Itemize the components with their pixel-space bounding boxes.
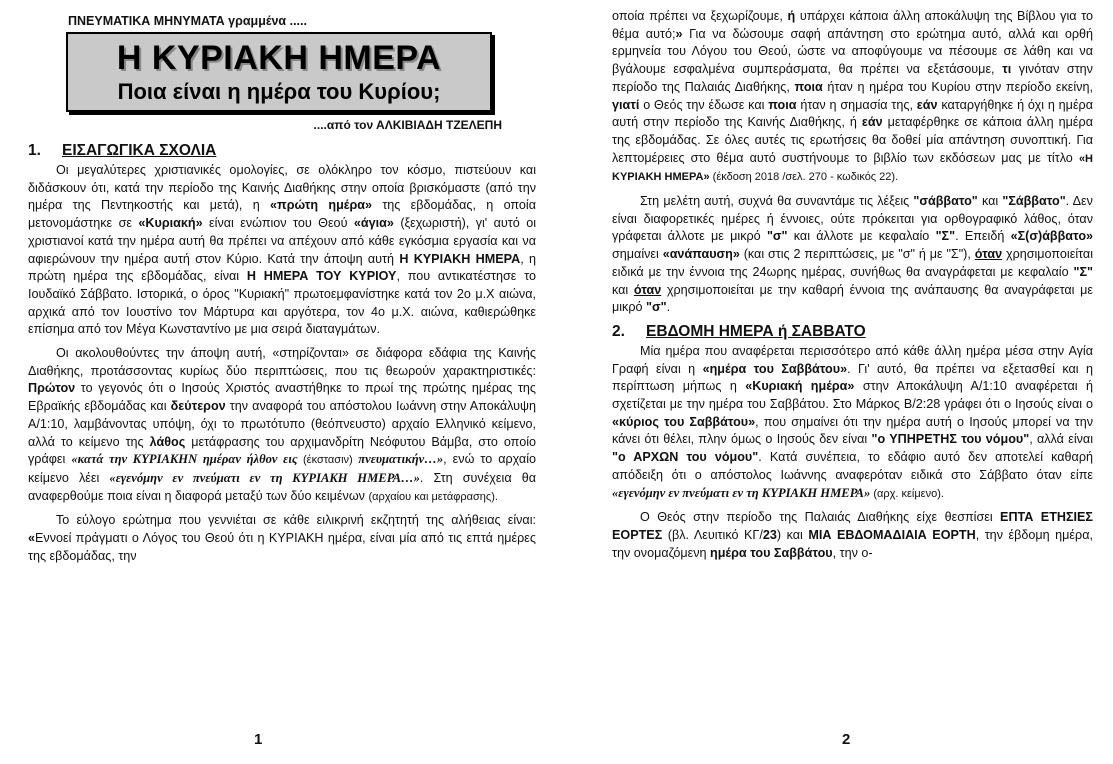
section-number: 1.	[28, 142, 41, 159]
paragraph: Στη μελέτη αυτή, συχνά θα συναντάμε τις λέξεις "σάββατο" και "Σάββατο". Δεν είναι διαφορετικές ημέρες ή έννοιες, ούτε πρόκειται για ορθογραφικό λάθος, όταν γράφεται άλλοτε με μικρό "σ" και άλλοτε με κεφαλαίο "Σ". Επειδή «Σ(σ)άββατο» σημαίνει «ανάπαυση» (και στις 2 περιπτώσεις, με "σ" ή με "Σ"), όταν χρησιμοποιείται ειδικά με την έννοια της 24ωρης ημέρας, συνήθως θα αναγράφεται με κεφαλαίο "Σ" και όταν χρησιμοποιείται με την καθαρή έννοια της ανάπαυσης θα αναγράφεται με μικρό "σ".	[612, 194, 1094, 315]
paragraph: Μία ημέρα που αναφέρεται περισσότερο από κάθε άλλη ημέρα μέσα στην Αγία Γραφή είναι η «ημέρα του Σαββάτου». Γι' αυτό, θα πρέπει να εξετασθεί και η περίπτωση μήπως η «Κυριακή ημέρα» στην Αποκάλυψη Α/1:10 αναφέρεται ή σχετίζεται με την ημέρα του Σαββάτου. Στο Μάρκος Β/2:28 γράφει ότι ο Ιησούς είναι ο «κύριος του Σαββάτου», που σημαίνει ότι την ημέρα αυτή ο Ιησούς μπορεί να την κάνει ότι θέλει, πλην όμως ο Ιησούς δεν είναι "ο ΥΠΗΡΕΤΗΣ του νόμου", αλλά είναι "ο ΑΡΧΩΝ του νόμου". Κατά συνέπεια, το εδάφιο αυτό δεν αποτελεί καθαρή απόδειξη ότι ο απόστολος Ιωάννης αναφερόταν ειδικά στο Σάββατο όταν είπε «εγενόμην εν πνεύματι εν τη ΚΥΡΙΑΚΗ ΗΜΕΡΑ» (αρχ. κείμενο).	[612, 343, 1093, 500]
page-1	[0, 0, 556, 764]
page-2	[556, 0, 1113, 764]
section-heading-1	[28, 142, 536, 160]
series-kicker: ΠΝΕΥΜΑΤΙΚΑ ΜΗΝΥΜΑΤΑ γραμμένα .....	[68, 14, 307, 28]
section-heading-2	[612, 323, 1093, 341]
page-number: 2	[842, 731, 851, 748]
paragraph: Οι μεγαλύτερες χριστιανικές ομολογίες, σε ολόκληρο τον κόσμο, πιστεύουν και διδάσκουν ότι, κατά την περίοδο της Καινής Διαθήκης στην οποία βρισκόμαστε (από την ημέρα της Πεντηκοστής και μετά), η «πρώτη ημέρα» της εβδομάδας, η οποία μετονομάστηκε σε «Κυριακή» είναι ενώπιον του Θεού «άγια» (ξεχωριστή), γι' αυτό οι χριστιανοί κατά την ημέρα αυτή θα πρέπει να απέχουν από κάθε εγκόσμια εργασία και να αφιερώνουν την ημέρα αυτή στον Κύριο. Κατά την άποψη αυτή Η ΚΥΡΙΑΚΗ ΗΜΕΡΑ, η πρώτη ημέρα της εβδομάδας, είναι Η ΗΜΕΡΑ ΤΟΥ ΚΥΡΙΟΥ, που αντικατέστησε το Ιουδαϊκό Σάββατο. Ιστορικά, ο όρος "Κυριακή" πρωτοεμφανίστηκε κατά τον 2ο μ.Χ αιώνα, αρχικά από τον Ιουστίνο τον Μάρτυρα και αργότερα, τον 4ο μ.Χ. αιώνα, καθιερώθηκε επίσημα από τον Μέγα Κωνσταντίνο με μια σειρά διαταγμάτων.	[28, 163, 537, 337]
paragraph: οποία πρέπει να ξεχωρίζουμε, ή υπάρχει κάποια άλλη αποκάλυψη της Βίβλου για το θέμα αυτό;» Για να δώσουμε σαφή απάντηση στο ερώτημα αυτό, αλλά και ορθή ερμηνεία του Λόγου του Θεού, ώστε να αποφύγουμε να πέσουμε σε λάθη και να βγάλουμε εσφαλμένα συμπεράσματα, θα πρέπει να εξετάσουμε, τι γινόταν στην περίοδο της Παλαιάς Διαθήκης, ποια ήταν η ημέρα του Κυρίου στην περίοδο εκείνη, γιατί ο Θεός την έδωσε και ποια ήταν η σημασία της, εάν καταργήθηκε ή όχι η ημέρα αυτή στην περίοδο της Καινής Διαθήκης, ή εάν μεταφέρθηκε σε κάποια άλλη ημέρα της εβδομάδας. Σε όλες αυτές τις ερωτήσεις θα δοθεί μία απάντηση συνοπτική. Για λεπτομέρειες στο θέμα αυτό συστήνουμε το βιβλίο των εκδόσεων μας με τίτλο «Η ΚΥΡΙΑΚΗ ΗΜΕΡΑ» (έκδοση 2018 /σελ. 270 - κωδικός 22).	[612, 9, 1094, 184]
paragraph: Το εύλογο ερώτημα που γεννιέται σε κάθε ειλικρινή εκζητητή της αλήθειας είναι: «Εννοεί πράγματι ο Λόγος του Θεού ότι η ΚΥΡΙΑΚΗ ημέρα, είναι μία από τις επτά ημέρες της εβδομάδας, την	[28, 513, 536, 563]
banner-title: Η ΚΥΡΙΑΚΗ ΗΜΕΡΑ	[116, 39, 442, 77]
paragraph: Ο Θεός στην περίοδο της Παλαιάς Διαθήκης είχε θεσπίσει ΕΠΤΑ ΕΤΗΣΙΕΣ ΕΟΡΤΕΣ (βλ. Λευιτικό ΚΓ/23) και ΜΙΑ ΕΒΔΟΜΑΔΙΑΙΑ ΕΟΡΤΗ, την έβδομη ημέρα, την ονομαζόμενη ημέρα του Σαββάτου, την ο-	[612, 510, 1093, 560]
section-title: ΕΒΔΟΜΗ ΗΜΕΡΑ ή ΣΑΒΒΑΤΟ	[646, 322, 866, 340]
page-number: 1	[254, 731, 263, 748]
title-banner	[66, 32, 492, 112]
paragraph: Οι ακολουθούντες την άποψη αυτή, «στηρίζονται» σε διάφορα εδάφια της Καινής Διαθήκης, προτάσσοντας κυρίως δύο περιπτώσεις, που τις θεωρούν χαρακτηριστικές: Πρώτον το γεγονός ότι ο Ιησούς Χριστός αναστήθηκε το πρωί της πρώτης ημέρας της Εβραϊκής εβδομάδας και δεύτερον την αναφορά του απόστολου Ιωάννη στην Αποκάλυψη Α/1:10, λαμβάνοντας υπόψη, όχι το πρωτότυπο (θεόπνευστο) αρχαίο Ελληνικό κείμενο, αλλά το κείμενο της λάθος μετάφρασης του αρχιμανδρίτη Νεόφυτου Βάμβα, στο οποίο γράφει «κατά την ΚΥΡΙΑΚΗΝ ημέραν ήλθον εις (έκστασιν) πνευματικήν…», ενώ το αρχαίο κείμενο λέει «εγενόμην εν πνεύματι εν τη ΚΥΡΙΑΚΗ ΗΜΕΡΑ…». Στη συνέχεια θα αναφερθούμε ποια είναι η διαφορά μεταξύ των δύο κειμένων (αρχαίου και μετάφρασης).	[28, 346, 537, 503]
banner-subtitle: Ποια είναι η ημέρα του Κυρίου;	[117, 79, 441, 104]
section-number: 2.	[612, 322, 625, 340]
section-title: ΕΙΣΑΓΩΓΙΚΑ ΣΧΟΛΙΑ	[62, 142, 217, 159]
author-byline: ....από τον ΑΛΚΙΒΙΑΔΗ ΤΖΕΛΕΠΗ	[313, 118, 502, 132]
